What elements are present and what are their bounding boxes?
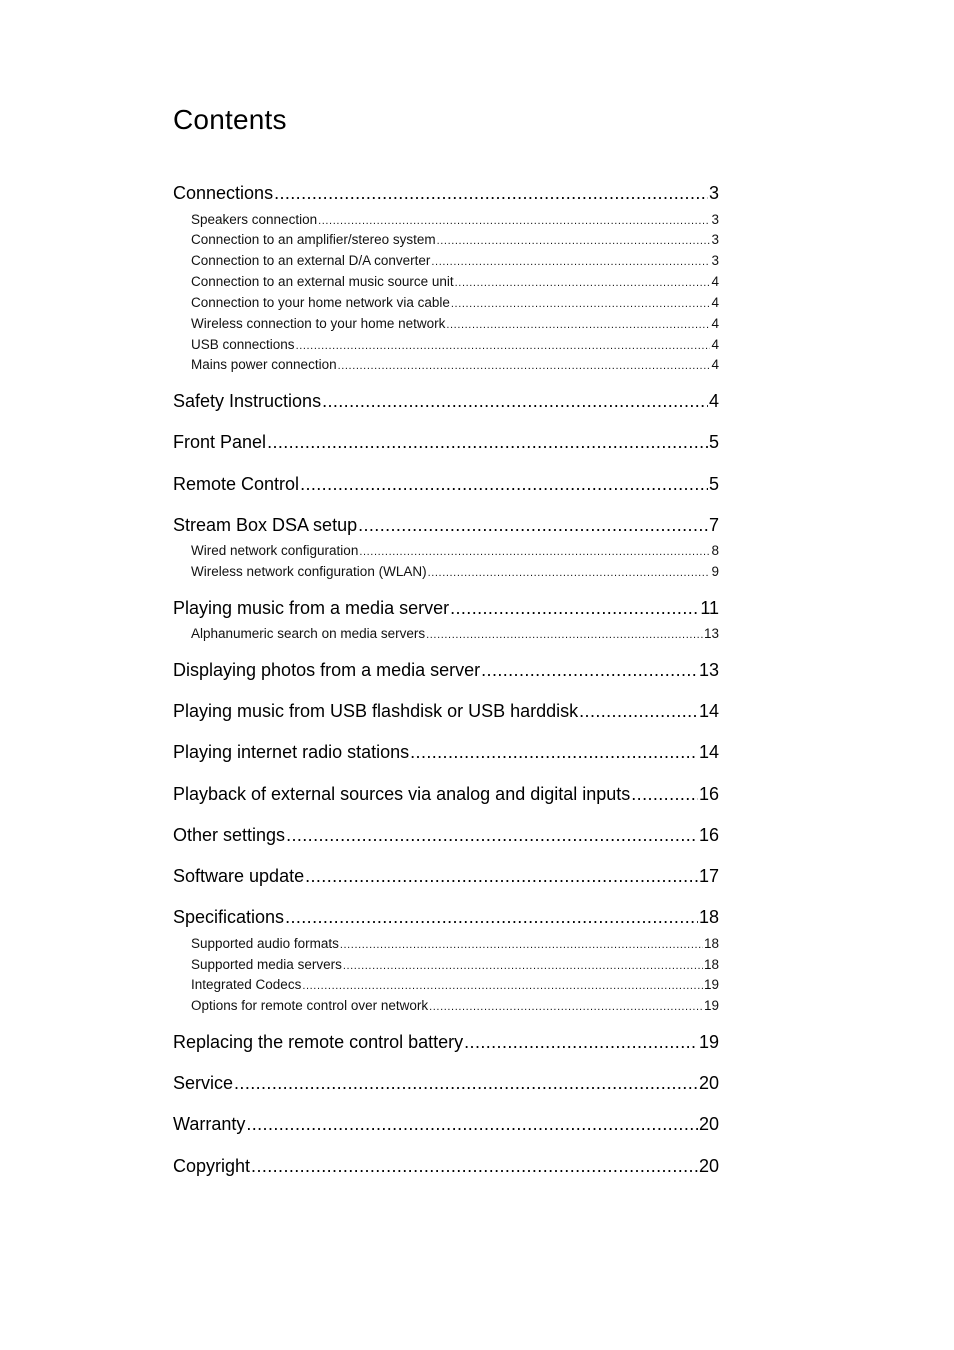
toc-subentry-cable-network-connection[interactable] [191,293,719,313]
toc-subentry-wireless-network-config[interactable] [191,562,719,582]
toc-entry-label: Alphanumeric search on media servers [191,626,426,641]
toc-entry-label: Copyright [173,1156,251,1176]
dot-leader [455,273,711,293]
toc-entry-label: Other settings [173,825,286,845]
toc-entry-label: Connection to an amplifier/stereo system [191,232,436,247]
dot-leader [437,231,711,251]
toc-entry-label: Remote Control [173,474,300,494]
dot-leader [481,658,698,682]
toc-entry-label: Connection to an external music source unit [191,274,454,289]
toc-entry-label: Playback of external sources via analog and digital inputs [173,784,631,804]
toc-entry-page: 4 [708,391,719,411]
toc-entry-page: 3 [711,212,719,227]
dot-leader [267,430,708,454]
dot-leader [451,294,711,314]
toc-entry-remote-control[interactable] [173,472,719,496]
dot-leader [410,740,698,764]
dot-leader [305,864,698,888]
toc-subentry-wireless-connection[interactable] [191,314,719,334]
toc-subentry-amplifier-connection[interactable] [191,230,719,250]
dot-leader [285,905,698,929]
toc-entry-page: 14 [698,701,719,721]
toc-entry-label: Mains power connection [191,357,337,372]
toc-entry-label: Supported media servers [191,957,342,972]
toc-entry-media-server-music[interactable] [173,596,719,620]
toc-entry-page: 11 [700,598,719,618]
dot-leader [446,315,710,335]
toc-entry-label: Speakers connection [191,212,318,227]
toc-entry-page: 5 [708,432,719,452]
toc-subentry-usb-connections[interactable] [191,335,719,355]
toc-entry-page: 7 [708,515,719,535]
toc-subentry-media-servers[interactable] [191,955,719,975]
toc-entry-page: 18 [703,936,719,951]
toc-entry-page: 4 [711,274,719,289]
toc-subentry-mains-power[interactable] [191,355,719,375]
dot-leader [302,976,703,996]
toc-entry-page: 3 [711,232,719,247]
toc-entry-page: 8 [711,543,719,558]
dot-leader [246,1112,698,1136]
toc-entry-page: 4 [711,337,719,352]
dot-leader [358,513,708,537]
dot-leader [429,997,703,1017]
toc-entry-page: 3 [708,183,719,203]
dot-leader [234,1071,698,1095]
toc-subentry-integrated-codecs[interactable] [191,975,719,995]
toc-entry-page: 3 [711,253,719,268]
toc-entry-page: 4 [711,357,719,372]
toc-entry-usb-music[interactable] [173,699,719,723]
dot-leader [296,336,711,356]
toc-entry-specifications[interactable] [173,905,719,929]
toc-entry-page: 19 [698,1032,719,1052]
dot-leader [300,472,708,496]
dot-leader [286,823,698,847]
toc-entry-page: 4 [711,316,719,331]
toc-entry-label: Integrated Codecs [191,977,302,992]
dot-leader [631,782,698,806]
toc-entry-label: USB connections [191,337,295,352]
toc-entry-connections[interactable] [173,181,719,205]
toc-entry-page: 9 [711,564,719,579]
toc-entry-warranty[interactable] [173,1112,719,1136]
dot-leader [343,956,703,976]
table-of-contents [173,0,719,1350]
dot-leader [431,252,710,272]
toc-entry-page: 13 [698,660,719,680]
toc-entry-stream-box-setup[interactable] [173,513,719,537]
toc-subentry-speakers-connection[interactable] [191,210,719,230]
toc-subentry-network-remote-control[interactable] [191,996,719,1016]
dot-leader [318,211,710,231]
toc-entry-label: Stream Box DSA setup [173,515,358,535]
toc-entry-remote-battery[interactable] [173,1030,719,1054]
toc-entry-label: Displaying photos from a media server [173,660,481,680]
toc-entry-label: Supported audio formats [191,936,339,951]
dot-leader [340,935,703,955]
toc-subentry-music-source-connection[interactable] [191,272,719,292]
toc-entry-label: Wireless network configuration (WLAN) [191,564,427,579]
toc-entry-page: 14 [698,742,719,762]
toc-entry-page: 16 [698,825,719,845]
toc-entry-label: Software update [173,866,305,886]
toc-entry-external-sources[interactable] [173,782,719,806]
toc-entry-page: 4 [711,295,719,310]
toc-entry-other-settings[interactable] [173,823,719,847]
dot-leader [428,563,711,583]
toc-entry-label: Connections [173,183,274,203]
toc-subentry-wired-network-config[interactable] [191,541,719,561]
toc-subentry-da-converter-connection[interactable] [191,251,719,271]
toc-entry-label: Replacing the remote control battery [173,1032,464,1052]
toc-entry-label: Specifications [173,907,285,927]
toc-entry-internet-radio[interactable] [173,740,719,764]
dot-leader [322,389,708,413]
toc-entry-label: Playing music from a media server [173,598,450,618]
toc-entry-front-panel[interactable] [173,430,719,454]
toc-entry-copyright[interactable] [173,1154,719,1178]
toc-subentry-alphanumeric-search[interactable] [191,624,719,644]
toc-entry-label: Service [173,1073,234,1093]
toc-entry-label: Playing music from USB flashdisk or USB harddisk [173,701,579,721]
toc-entry-label: Wired network configuration [191,543,359,558]
dot-leader [426,625,703,645]
dot-leader [274,181,708,205]
toc-entry-label: Warranty [173,1114,246,1134]
page-title: Contents [173,104,287,135]
toc-entry-safety-instructions[interactable] [173,389,719,413]
toc-entry-page: 17 [698,866,719,886]
toc-entry-label: Wireless connection to your home network [191,316,446,331]
toc-subentry-audio-formats[interactable] [191,934,719,954]
toc-entry-label: Playing internet radio stations [173,742,410,762]
toc-entry-page: 19 [703,998,719,1013]
toc-entry-media-server-photos[interactable] [173,658,719,682]
toc-entry-service[interactable] [173,1071,719,1095]
toc-entry-label: Connection to your home network via cable [191,295,450,310]
toc-entry-page: 20 [698,1156,719,1176]
toc-entry-label: Front Panel [173,432,267,452]
toc-entry-label: Connection to an external D/A converter [191,253,431,268]
dot-leader [251,1154,698,1178]
toc-entry-page: 20 [698,1073,719,1093]
toc-entry-label: Safety Instructions [173,391,322,411]
toc-entry-page: 18 [698,907,719,927]
toc-entry-page: 13 [703,626,719,641]
toc-entry-software-update[interactable] [173,864,719,888]
toc-entry-label: Options for remote control over network [191,998,429,1013]
dot-leader [579,699,698,723]
toc-entry-page: 18 [703,957,719,972]
dot-leader [338,356,711,376]
dot-leader [450,596,699,620]
toc-entry-page: 20 [698,1114,719,1134]
dot-leader [464,1030,698,1054]
dot-leader [359,542,710,562]
toc-entry-page: 5 [708,474,719,494]
toc-entry-page: 19 [703,977,719,992]
toc-entry-page: 16 [698,784,719,804]
